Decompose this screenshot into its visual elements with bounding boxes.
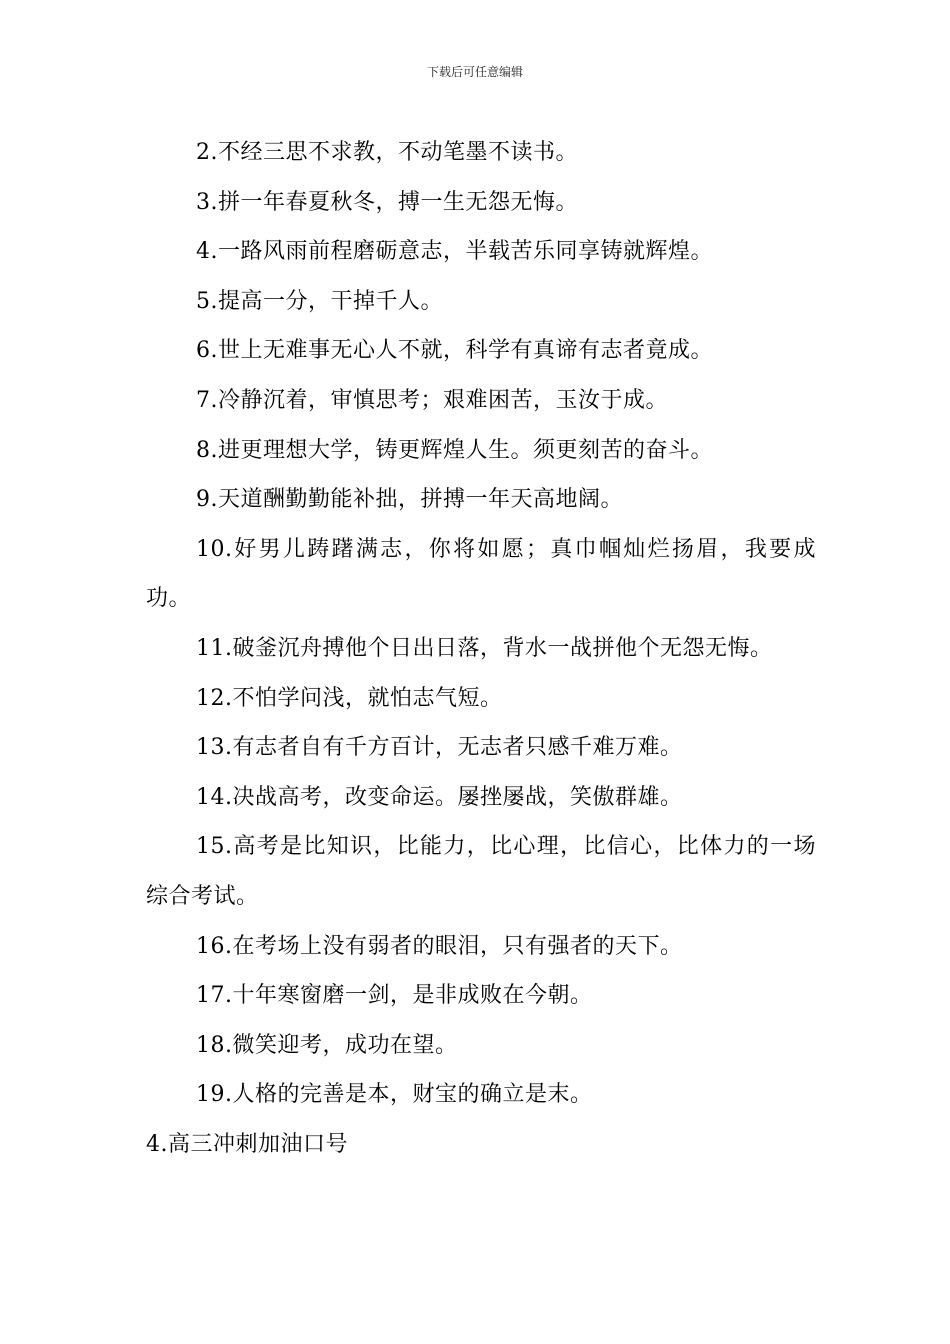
page-header: 下载后可任意编辑 [426, 65, 523, 79]
slogan-item: 6.世上无难事无心人不就，科学有真谛有志者竟成。 [196, 338, 713, 364]
slogan-item: 4.一路风雨前程磨砺意志，半载苦乐同享铸就辉煌。 [196, 239, 713, 265]
slogan-item: 19.人格的完善是本，财宝的确立是末。 [196, 1082, 593, 1108]
slogan-item: 8.进更理想大学，铸更辉煌人生。须更刻苦的奋斗。 [196, 437, 713, 463]
slogan-item: 10.好男儿踌躇满志，你将如愿；真巾帼灿烂扬眉，我要成功。 [146, 536, 816, 612]
slogan-item: 18.微笑迎考，成功在望。 [196, 1032, 458, 1058]
slogan-item: 16.在考场上没有弱者的眼泪，只有强者的天下。 [196, 933, 683, 959]
slogan-item: 3.拼一年春夏秋冬，搏一生无怨无悔。 [196, 189, 578, 215]
slogan-item: 12.不怕学问浅，就怕志气短。 [196, 685, 503, 711]
section-heading: 4.高三冲刺加油口号 [146, 1131, 348, 1157]
slogan-item: 14.决战高考，改变命运。屡挫屡战，笑傲群雄。 [196, 784, 683, 810]
slogan-item: 17.十年寒窗磨一剑，是非成败在今朝。 [196, 983, 593, 1009]
slogan-item: 5.提高一分，干掉千人。 [196, 288, 443, 314]
slogan-item: 13.有志者自有千方百计，无志者只感千难万难。 [196, 735, 683, 761]
slogan-item: 11.破釜沉舟搏他个日出日落，背水一战拼他个无怨无悔。 [196, 635, 773, 661]
slogan-item: 7.冷静沉着，审慎思考；艰难困苦，玉汝于成。 [196, 387, 668, 413]
document-body [146, 128, 816, 1169]
slogan-item: 15.高考是比知识，比能力，比心理，比信心，比体力的一场综合考试。 [146, 834, 816, 909]
slogan-item: 2.不经三思不求教，不动笔墨不读书。 [196, 140, 578, 165]
slogan-item: 9.天道酬勤勤能补拙，拼搏一年天高地阔。 [196, 487, 623, 513]
